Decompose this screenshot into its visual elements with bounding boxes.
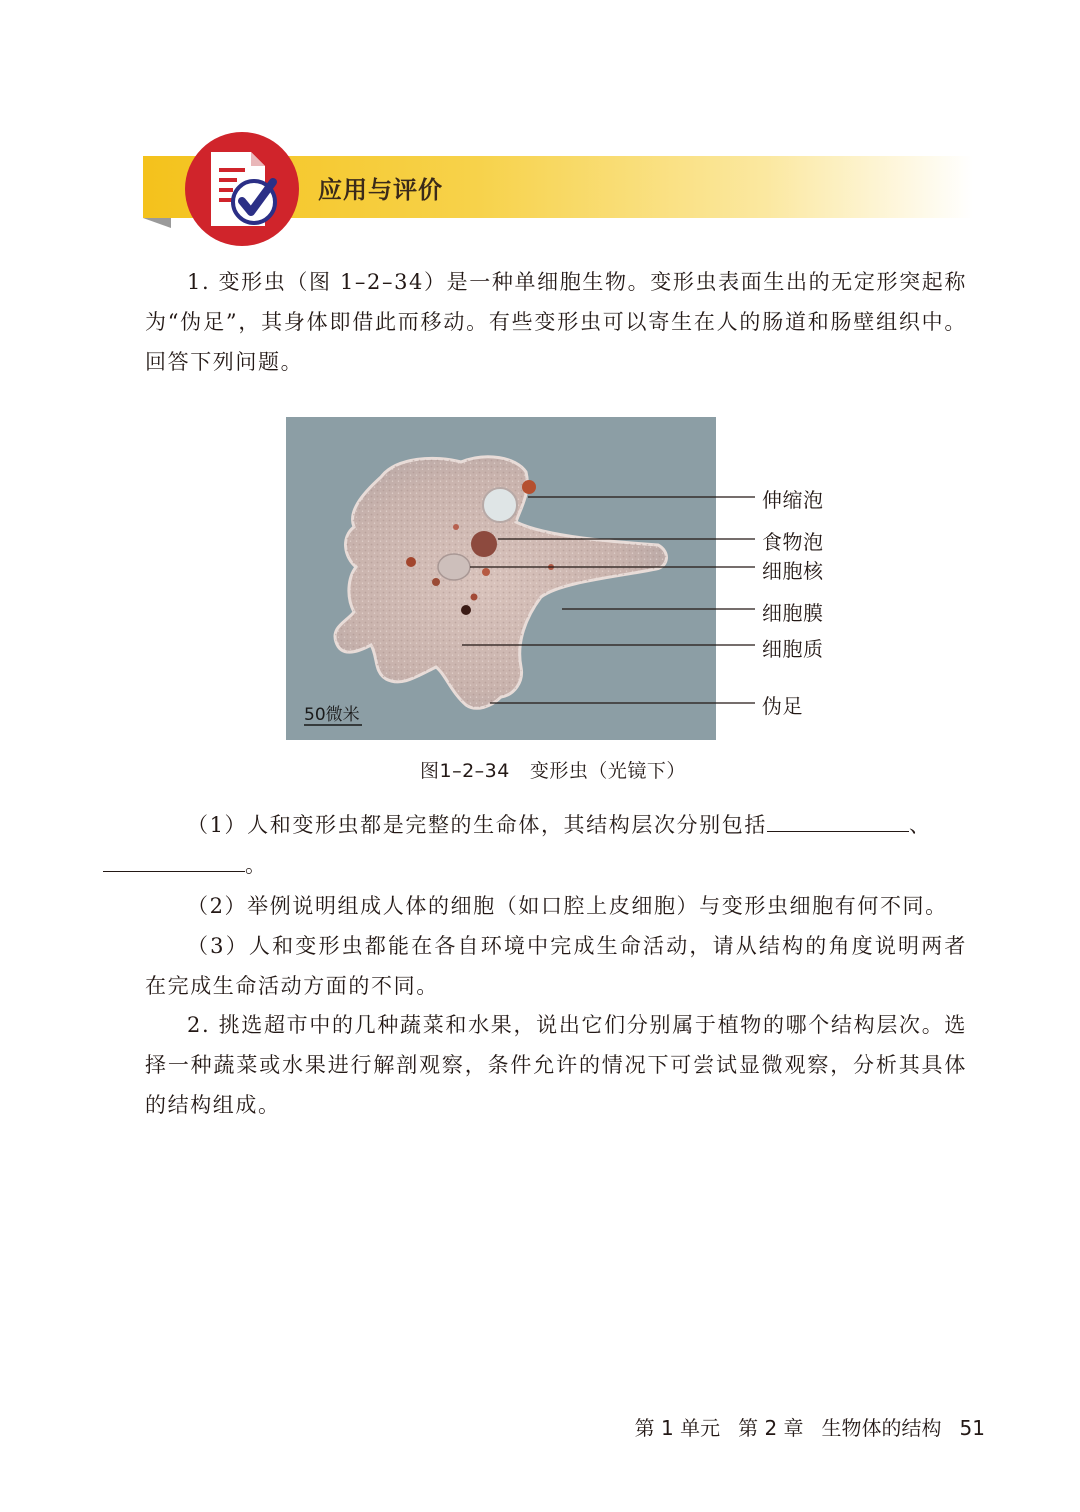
question-1-intro: 1. 变形虫（图 1–2–34）是一种单细胞生物。变形虫表面生出的无定形突起称为“伪足”，其身体即借此而移动。有些变形虫可以寄生在人的肠道和肠壁组织中。回答下列问题。 (145, 270, 967, 374)
sub1-separator: 、 (908, 813, 932, 837)
banner-fold (143, 218, 171, 228)
label-contractile-vacuole: 伸缩泡 (762, 488, 824, 512)
page-footer (617, 1412, 985, 1441)
label-pseudopod: 伪足 (762, 694, 803, 718)
food-vacuole (471, 531, 497, 557)
figure-caption (420, 756, 686, 783)
label-cell-membrane: 细胞膜 (762, 601, 824, 625)
scale-bar-label: 50微米 (304, 705, 360, 725)
question-1-sub-1 (145, 805, 967, 885)
answer-blank (103, 849, 245, 872)
question-1-sub-2: （2）举例说明组成人体的细胞（如口腔上皮细胞）与变形虫细胞有何不同。 (187, 894, 948, 918)
label-cytoplasm: 细胞质 (762, 637, 824, 661)
footer-chapter-title: 生物体的结构 (821, 1416, 942, 1440)
nucleus (438, 554, 470, 580)
sub1-end: 。 (245, 853, 268, 877)
contractile-vacuole (483, 488, 517, 522)
footer-unit: 第 1 单元 (634, 1416, 721, 1440)
label-food-vacuole: 食物泡 (762, 530, 824, 554)
sub1-text: （1）人和变形虫都是完整的生命体，其结构层次分别包括 (187, 813, 767, 837)
page-number: 51 (959, 1416, 985, 1440)
amoeba-micrograph (286, 417, 716, 740)
question-1-sub-3: （3）人和变形虫都能在各自环境中完成生命活动，请从结构的角度说明两者在完成生命活动方面的不同。 (145, 934, 967, 998)
section-title: 应用与评价 (318, 176, 443, 204)
footer-chapter: 第 2 章 (738, 1416, 804, 1440)
figure-number: 图1–2–34 (420, 760, 510, 782)
checklist-icon (183, 130, 301, 248)
label-nucleus: 细胞核 (762, 559, 824, 583)
answer-blank (767, 809, 909, 832)
question-2: 2. 挑选超市中的几种蔬菜和水果，说出它们分别属于植物的哪个结构层次。选择一种蔬菜或水果进行解剖观察，条件允许的情况下可尝试显微观察，分析其具体的结构组成。 (145, 1013, 967, 1117)
figure-caption-text: 变形虫（光镜下） (529, 760, 686, 782)
